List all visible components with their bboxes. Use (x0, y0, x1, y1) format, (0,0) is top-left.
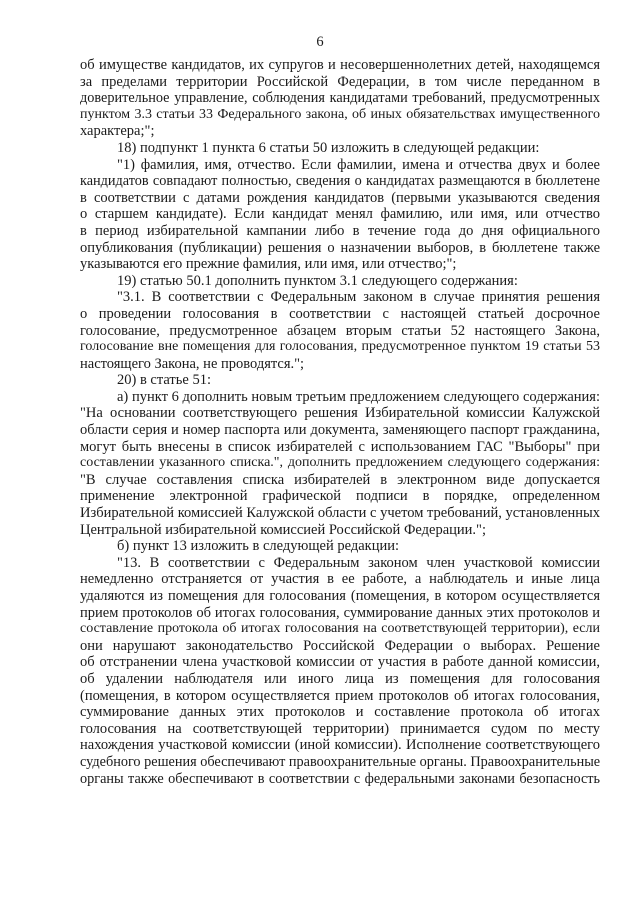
text-line: Центральной избирательной комиссией Российской Федерации."; (80, 521, 486, 538)
text-line: голосования на соответствующей территории) принимается судом по месту (80, 720, 600, 737)
text-line: 18) подпункт 1 пункта 6 статьи 50 изложить в следующей редакции: (117, 139, 540, 156)
text-line: голосование, предусмотренное абзацем вторым статьи 52 настоящего Закона, (80, 322, 600, 339)
text-line: Избирательной комиссией Калужской области с учетом требований, установленных (80, 505, 600, 522)
text-line: в период избирательной кампании либо в течение года до дня официального (80, 222, 600, 239)
text-line: о старшем кандидате). Если кандидат менял фамилию, или имя, или отчество (80, 206, 600, 223)
text-line: пунктом 3.3 статьи 33 Федерального закона, об иных обязательствах имущественного (80, 106, 600, 122)
text-line: об удалении наблюдателя или иного лица из помещения для голосования (80, 670, 600, 687)
text-line: доверительное управление, соблюдения кандидатами требований, предусмотренных (80, 90, 600, 107)
page-number: 6 (316, 34, 324, 50)
text-line: "3.1. В соответствии с Федеральным законом в случае принятия решения (117, 289, 600, 306)
text-line: (помещения, в котором осуществляется прием протоколов об итогах голосования, (80, 687, 600, 704)
text-line: указываются его прежние фамилия, или имя, или отчество;"; (80, 256, 457, 273)
text-line: об имуществе кандидатов, их супругов и несовершеннолетних детей, находящемся (80, 57, 600, 73)
text-line: удаляются из помещения для голосования (помещения, в котором осуществляется (80, 588, 600, 604)
text-line: "На основании соответствующего решения Избирательной комиссии Калужской (80, 405, 600, 422)
text-line: судебного решения обеспечивают правоохранительные органы. Правоохранительные (80, 753, 601, 770)
text-line: кандидатов совпадают полностью, сведения о кандидатах размещаются в бюллетене (80, 173, 600, 190)
text-line: 20) в статье 51: (117, 372, 211, 389)
text-line: а) пункт 6 дополнить новым третьим предложением следующего содержания: (117, 388, 600, 405)
text-line: "В случае составления списка избирателей в электронном виде допускается (80, 471, 600, 488)
text-line: б) пункт 13 изложить в следующей редакции: (117, 538, 399, 555)
text-line: об отстранении члена участковой комиссии от участия в работе данной комиссии, (80, 654, 600, 671)
text-line: в соответствии с датами рождения кандидатов (первыми указываются сведения (80, 189, 600, 206)
text-line: применение электронной графической подписи в порядке, определенном (80, 488, 600, 505)
text-line: области серия и номер паспорта или документа, заменяющего паспорт гражданина, (80, 422, 600, 439)
text-line: суммирование данных этих протоколов и составление протокола об итогах (80, 704, 600, 721)
body-text (80, 57, 600, 787)
text-line: составление протокола об итогах голосования на соответствующей территории), если (80, 621, 600, 637)
text-line: составлении указанного списка.", дополнить предложением следующего содержания: (80, 455, 600, 471)
text-line: нахождения участковой комиссии (иной комиссии). Исполнение соответствующего (80, 737, 600, 754)
text-line: "13. В соответствии с Федеральным законом член участковой комиссии (117, 554, 600, 571)
text-line: органы также обеспечивают в соответствии с федеральными законами безопасность (80, 770, 600, 787)
text-line: они нарушают законодательство Российской Федерации о выборах. Решение (80, 637, 600, 654)
text-line: характера;"; (80, 123, 155, 140)
text-line: могут быть внесены в список избирателей с использованием ГАС "Выборы" при (80, 438, 600, 455)
text-line: голосование вне помещения для голосования, предусмотренное пунктом 19 статьи 53 (80, 339, 600, 355)
text-line: о проведении голосования в соответствии с настоящей статьей досрочное (80, 305, 600, 322)
text-line: "1) фамилия, имя, отчество. Если фамилии, имена и отчества двух и более (117, 156, 600, 173)
text-line: немедленно отстраняется от участия в ее работе, а наблюдатель и иные лица (80, 571, 600, 588)
text-line: прием протоколов об итогах голосования, суммирование данных этих протоколов и (80, 604, 600, 621)
text-line: настоящего Закона, не проводятся."; (80, 355, 305, 372)
text-line: 19) статью 50.1 дополнить пунктом 3.1 следующего содержания: (117, 272, 518, 289)
text-line: опубликования (публикации) решения о назначении выборов, в бюллетене также (80, 239, 600, 256)
text-line: за пределами территории Российской Федерации, в том числе переданном в (80, 73, 600, 90)
